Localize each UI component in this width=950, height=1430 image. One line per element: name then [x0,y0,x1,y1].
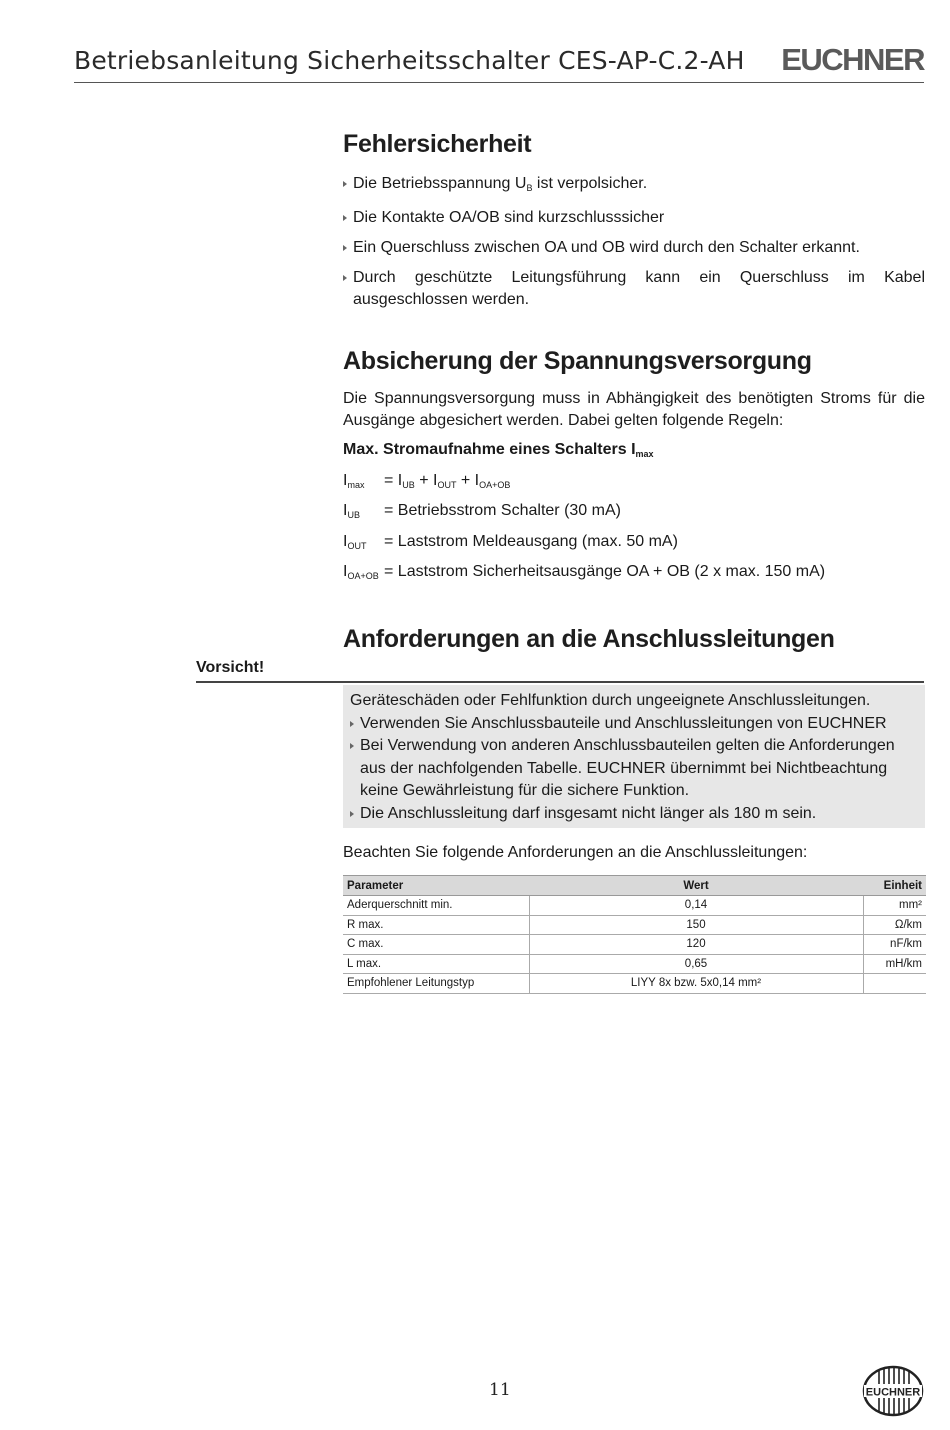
table-cell: mH/km [863,954,926,974]
bullet-arrow-icon [350,811,354,817]
bullet-arrow-icon [343,245,347,251]
svg-text:EUCHNER: EUCHNER [865,1386,921,1399]
formula-iub: $I_{UB}$ = Betriebsstrom Schalter (30 mA) [343,502,621,520]
table-cell: 120 [529,935,863,955]
table-row [343,974,926,994]
table-row [343,935,926,955]
stromaufnahme-subheading: Max. Stromaufnahme eines Schalters $I_{max}$ [343,441,654,459]
table-header-row [343,876,926,896]
formula-imax: $I_{max} = I_{UB} + I_{OUT} + I_{OA+OB}$ [343,472,511,490]
caution-intro: Geräteschäden oder Fehlfunktion durch ungeeignete Anschlussleitungen. [350,692,871,709]
heading-anforderungen: Anforderungen an die Anschlussleitungen [343,625,835,653]
document-title: Betriebsanleitung Sicherheitsschalter CES-AP-C.2-AH [74,46,745,75]
table-cell [863,974,926,994]
page-number: 11 [489,1380,511,1400]
header-divider [74,82,924,83]
list-item: Ein Querschluss zwischen OA und OB wird durch den Schalter erkannt. [343,237,925,259]
table-cell: Aderquerschnitt min. [343,896,529,916]
caution-bullet-continuation: keine Gewährleistung für die sichere Funktion. [360,782,690,799]
absicherung-paragraph: Die Spannungsversorgung muss in Abhängigkeit des benötigten Stroms für die Ausgänge abgesichert werden. Dabei gelten folgende Regeln: [343,390,925,429]
table-cell: mm² [863,896,926,916]
column-header-parameter: Parameter [343,876,529,896]
table-cell: 150 [529,915,863,935]
caution-bullet: Verwenden Sie Anschlussbauteile und Anschlussleitungen von EUCHNER [350,713,910,736]
column-header-einheit: Einheit [863,876,926,896]
brand-logo: EUCHNER [781,42,924,77]
table-cell: LIYY 8x bzw. 5x0,14 mm² [529,974,863,994]
caution-text [350,690,910,825]
list-item: Die Kontakte OA/OB sind kurzschlusssicher [343,207,925,229]
column-header-wert: Wert [529,876,863,896]
table-cell: Ω/km [863,915,926,935]
formula-ioaob: $I_{OA+OB}$ = Laststrom Sicherheitsausgänge OA + OB (2 x max. 150 mA) [343,563,826,581]
table-cell: 0,65 [529,954,863,974]
caution-bullet-continuation: aus der nachfolgenden Tabelle. EUCHNER übernimmt bei Nichtbeachtung [360,759,888,777]
table-intro: Beachten Sie folgende Anforderungen an die Anschlussleitungen: [343,844,808,861]
requirements-table [343,875,926,994]
euchner-emblem-icon [861,1365,925,1417]
fehlersicherheit-list [343,173,925,319]
bullet-arrow-icon [343,215,347,221]
table-cell: L max. [343,954,529,974]
caution-label: Vorsicht! [196,659,265,676]
table-row [343,896,926,916]
bullet-arrow-icon [343,181,347,187]
caution-bullet: Die Anschlussleitung darf insgesamt nicht länger als 180 m sein. [350,803,910,826]
bullet-arrow-icon [350,743,354,749]
bullet-arrow-icon [343,275,347,281]
table-row [343,915,926,935]
heading-fehlersicherheit: Fehlersicherheit [343,130,532,158]
table-cell: C max. [343,935,529,955]
caution-divider [196,681,924,683]
bullet-arrow-icon [350,721,354,727]
formula-iout: $I_{OUT}$ = Laststrom Meldeausgang (max. 50 mA) [343,533,678,551]
heading-absicherung: Absicherung der Spannungsversorgung [343,347,812,375]
table-cell: R max. [343,915,529,935]
list-item: Durch geschützte Leitungsführung kann ein Querschluss im Kabel ausgeschlossen werden. [343,267,925,311]
caution-bullet: Bei Verwendung von anderen Anschlussbauteilen gelten die Anforderungen [350,735,910,758]
table-row [343,954,926,974]
table-cell: nF/km [863,935,926,955]
list-item: Die Betriebsspannung $U_B$ ist verpolsicher. [343,173,925,199]
table-cell: 0,14 [529,896,863,916]
table-cell: Empfohlener Leitungstyp [343,974,529,994]
